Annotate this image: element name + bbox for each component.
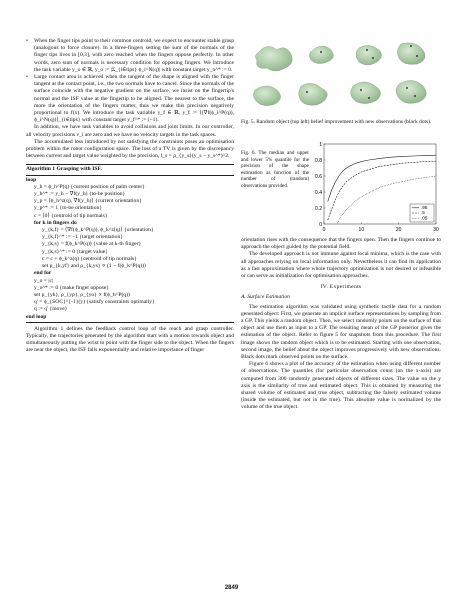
object-shape-5 bbox=[253, 86, 280, 106]
observation-dot bbox=[416, 55, 418, 57]
paragraph: The estimation algorithm was validated using synthetic tactile data for a random generated object: First, we generate an implicit surface representations by sampling from a GP. This yields a random object. Then, we select randomly points on the surface of that object and use them as input to a GP. The resulting mean of the GP posterior gives the estimation of the object. Refer to figure 5 for snapshots from this procedure. The first image shows the random object which is to be estimated. Starting with one observation, second image, the belief about the object improves progressively with new observations. Black dots mark observed points on the surface. bbox=[241, 303, 441, 361]
y-tick-label: 0.2 bbox=[315, 205, 322, 212]
observation-dot bbox=[410, 45, 412, 47]
figure-5-image bbox=[241, 34, 441, 114]
algorithm-line: c = c + ϕ_k^z(q) {centroid of tip normals} bbox=[42, 255, 137, 262]
observation-dot bbox=[372, 57, 374, 59]
paragraph: Algorithm 1 defines the feedback control loop of the reach and grasp controller. Typically, the trajectories generated by the algorithm start with a motion towards object and simultaneously putting the wrist to point with the finger side to the object. When the fingers are near the object, the ISF falls exponentially and relative importance of finger bbox=[26, 325, 234, 354]
algorithm-line: q' = ϕ_{SOC}^{-1}(y) {satisfy constraints optimally} bbox=[34, 299, 155, 306]
object-shape-8 bbox=[396, 80, 426, 103]
legend-label: .95 bbox=[421, 205, 428, 210]
observation-dot bbox=[406, 87, 408, 89]
algorithm-line: c = ⟨0⟩ {centroid of tip normals} bbox=[34, 212, 108, 219]
y-tick-label: 0.6 bbox=[315, 173, 322, 180]
left-column bbox=[26, 38, 234, 355]
algorithm-line: y_{k,f}^* := −1 {target orientation} bbox=[42, 234, 123, 241]
algorithm-line: y_o = |c| bbox=[34, 277, 54, 284]
bullet-large-contact-area: • Large contact area is achieved when the tangent of the shape is aligned with the finger tangent at the contact point, i.e., the two normals have to cancel. Since the normals of the surface coincide with the negative gradient on the surface, we insist on the fingertip's normal and the ISF value at the fingertip to be aligned. The nearest to the surface, the more the orientation of the fingers matter, thus we make this precision negatively proportional to f(x). We introduce the task variable y_f ∈ ℝ, y_f := ⟨(∇f(ϕ_i^P(q)), ϕ_i^N(q))⟩_{i∈tips} with constant target y_f^* := (−1). bbox=[26, 74, 234, 124]
algorithm-line: set ρ_{yh}, ρ_{yp}, ρ_{yo} ∝ f(ϕ_h^P(q)) bbox=[34, 291, 130, 298]
observation-dot bbox=[368, 97, 370, 99]
algorithm-line: for k in fingers do bbox=[34, 219, 77, 226]
observation-dot bbox=[306, 91, 308, 93]
algorithm-line: end loop bbox=[26, 313, 47, 320]
x-tick-label: 10 bbox=[358, 227, 365, 233]
y-tick-label: 0 bbox=[319, 221, 322, 228]
figure-5-caption: Fig. 5. Random object (top left) belief improvement with new observations (black dots). bbox=[241, 119, 432, 125]
algorithm-line: y_{k,f} = ⟨∇f(ϕ_k^P(q)), ϕ_k^z(q)⟩ {orientation} bbox=[42, 227, 154, 234]
algorithm-line: end for bbox=[34, 270, 52, 277]
paragraph: The developed approach is not immune against local minima, which is the case with all approaches relying on local information only. Nevertheless it can find its application as a fast approximation where whole trajectory optimization is not desired or infeasible or can serve as initialization for optimisation approaches. bbox=[241, 251, 441, 280]
algorithm-line: y_p = ⟨ϕ_h^z(q), ∇f(y_h)⟩ {current orientation} bbox=[34, 198, 142, 205]
algorithm-line: q := q' {move} bbox=[34, 306, 68, 313]
algorithm-line: y_p^* := 1 {to-be orientation} bbox=[34, 205, 103, 212]
observation-dot bbox=[414, 95, 416, 97]
paragraph: The accumulated loss introduced by not satisfying the constraints poses an optimisation problem within the robot configuration space. The loss of a TV is given by the discrepancy between current and target value weighted by the precision, l_s = ρ_{y_s}(y_s − y_s^*)^2. bbox=[26, 138, 234, 160]
object-shape-7 bbox=[351, 82, 381, 104]
right-column bbox=[241, 237, 441, 412]
x-tick-label: 0 bbox=[322, 227, 326, 233]
bullet-opposing-fingers: • When the finger tips point to their common centroid, we expect to encounter stable grasp (analogous to force closure). In a three-fingers setting the sum of the normals of the finger tips lives in [0,3], with zero reached when the fingers oppose perfectly. In other words, zero sum of normals is necessary condition for opposing fingers. We introduce the task variable y_o ∈ ℝ, y_o := |Σ_{i∈tips} ϕ_i^N(q)| with constant target y_o^* := 0. bbox=[26, 38, 234, 74]
algorithm-1 bbox=[26, 164, 234, 322]
algorithm-line: y_h = ϕ_h^P(q) {current position of palm center} bbox=[34, 183, 145, 190]
page-number: 2849 bbox=[224, 585, 239, 591]
algorithm-line: y_{k,s} = f(ϕ_k^P(q)) {value at k-th finger} bbox=[42, 241, 142, 248]
y-tick-label: 0.4 bbox=[315, 189, 322, 196]
observation-dot bbox=[320, 51, 322, 53]
legend-label: .05 bbox=[421, 215, 428, 221]
x-tick-label: 30 bbox=[433, 227, 439, 233]
algorithm-line: y_h^* := y_h − ∇f(y_h) {to-be position} bbox=[34, 191, 126, 198]
object-shape-1 bbox=[255, 46, 292, 71]
paragraph: Figure 6 shows a plot of the accuracy of the estimation when using different number of observations. The quantiles (for particular observation count (on the x-axis) are computed from 300 randomly generated objects of different sizes. The value on the y axis is the similarity of true and estimated object. This is obtained by measuring the shared volume of estimated and true object, subtracting the falsely estimated volume (inside the estimated, but not in the true). This absolute value is normalized by the volume of the true object. bbox=[241, 361, 441, 411]
observation-dot bbox=[360, 89, 362, 91]
figure-6-caption: Fig. 6. The median and upper and lower 5% quantile for the precision of the shape estimation as function of the number of (random) observations provided. bbox=[241, 150, 309, 189]
legend-label: .5 bbox=[421, 210, 425, 216]
y-tick-label: 0.8 bbox=[315, 157, 322, 164]
subsection-heading: A. Surface Estimation bbox=[241, 294, 290, 301]
y-tick-label: 1 bbox=[319, 141, 322, 148]
algorithm-line: loop bbox=[26, 176, 37, 183]
figure-6-chart bbox=[308, 140, 443, 236]
x-tick-label: 20 bbox=[395, 227, 402, 233]
object-shape-6 bbox=[299, 83, 328, 105]
algorithm-line: set ρ_{k,yf} and ρ_{k,ys} ∝ (1 − f(ϕ_k^P(q))) bbox=[42, 263, 146, 270]
paragraph: In addition, we have task variables to avoid collisions and joint limits. In our controller, all velocity precisions ν_i are zero and we have no velocity targets in the task spaces. bbox=[26, 124, 234, 138]
object-shape-3 bbox=[356, 45, 382, 65]
paragraph: orientation rises with the consequence that the fingers open. Then the fingers continue to approach the object guided by the potential field. bbox=[241, 237, 441, 251]
object-shape-2 bbox=[309, 46, 333, 64]
algorithm-line: y_o^* := 0 {make finger oppose} bbox=[34, 284, 109, 291]
algorithm-title: Algorithm 1 Grasping with ISF. bbox=[26, 166, 234, 175]
algorithm-lines bbox=[26, 177, 234, 321]
observation-dot bbox=[366, 49, 368, 51]
algorithm-line: y_{k,s}^* := 0 {target value} bbox=[42, 248, 108, 255]
section-heading: IV. Experiments bbox=[320, 284, 362, 291]
